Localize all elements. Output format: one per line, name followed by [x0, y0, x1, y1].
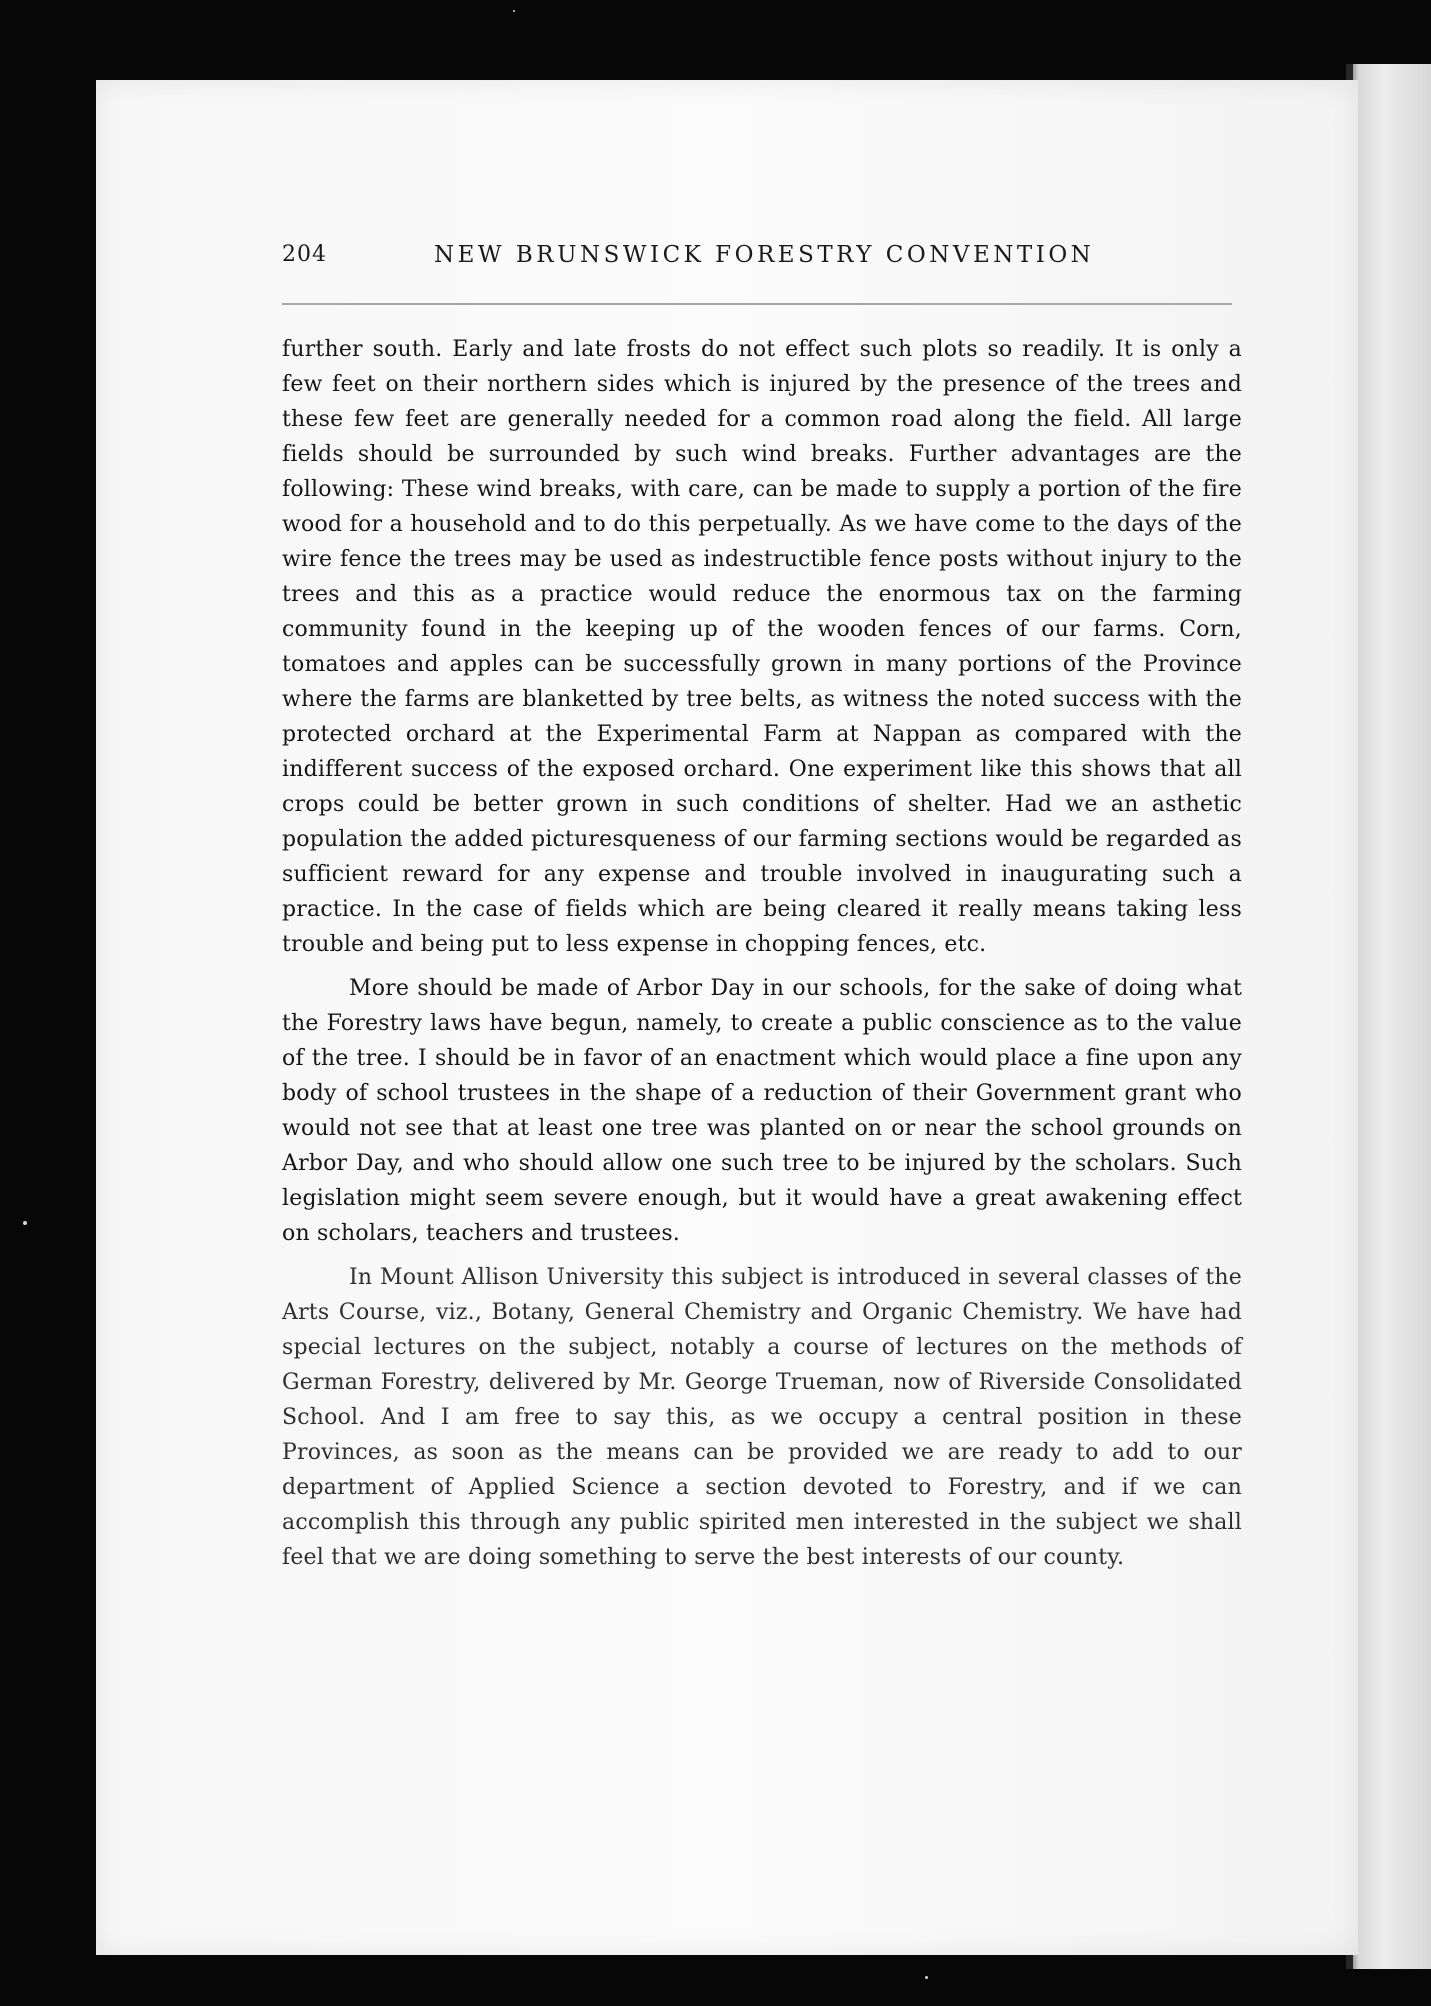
scan-speck — [23, 1221, 27, 1225]
paragraph-wind-breaks: further south. Early and late frosts do not effect such plots so readily. It is only a few feet on their northern sides which is injured by the presence of the trees and these few feet are generally needed for a common road along the field. All large fields should be surrounded by such wind breaks. Further advantages are the following: These wind breaks, with care, can be made to supply a portion of the fire wood for a household and to do this perpetually. As we have come to the days of the wire fence the trees may be used as indestructible fence posts without injury to the trees and this as a practice would reduce the enormous tax on the farming community found in the keeping up of the wooden fences of our farms. Corn, tomatoes and apples can be successfully grown in many portions of the Province where the farms are blanketted by tree belts, as witness the noted success with the protected orchard at the Experimental Farm at Nappan as compared with the indifferent success of the exposed orchard. One experiment like this shows that all crops could be better grown in such conditions of shelter. Had we an asthetic population the added picturesqueness of our farming sections would be regarded as sufficient reward for any expense and trouble involved in inaugurating such a practice. In the case of fields which are being cleared it really means taking less trouble and being put to less expense in chopping fences, etc. — [282, 337, 1242, 957]
paragraph-mount-allison: In Mount Allison University this subject is introduced in several classes of the Arts Course, viz., Botany, General Chemistry and Organic Chemistry. We have had special lectures on the subject, notably a course of lectures on the methods of German Forestry, delivered by Mr. George Trueman, now of Riverside Consolidated School. And I am free to say this, as we occupy a central position in these Provinces, as soon as the means can be provided we are ready to add to our department of Applied Science a section devoted to Forestry, and if we can accomplish this through any public spirited men interested in the subject we shall feel that we are doing something to serve the best interests of our county. — [282, 1265, 1242, 1570]
scan-speck — [513, 10, 515, 12]
paragraph-arbor-day: More should be made of Arbor Day in our schools, for the sake of doing what the Forestry laws have begun, namely, to create a public conscience as to the value of the tree. I should be in favor of an enactment which would place a fine upon any body of school trustees in the shape of a reduction of their Government grant who would not see that at least one tree was planted on or near the school grounds on Arbor Day, and who should allow one such tree to be injured by the scholars. Such legislation might seem severe enough, but it would have a great awakening effect on scholars, teachers and trustees. — [282, 976, 1242, 1246]
body-text — [282, 332, 1242, 1584]
header-rule — [282, 303, 1232, 305]
adjacent-page-edge — [1346, 64, 1431, 1969]
page-number: 204 — [282, 242, 327, 267]
page-header — [282, 242, 1232, 280]
scan-speck — [925, 1976, 928, 1979]
running-head: NEW BRUNSWICK FORESTRY CONVENTION — [434, 242, 1095, 268]
